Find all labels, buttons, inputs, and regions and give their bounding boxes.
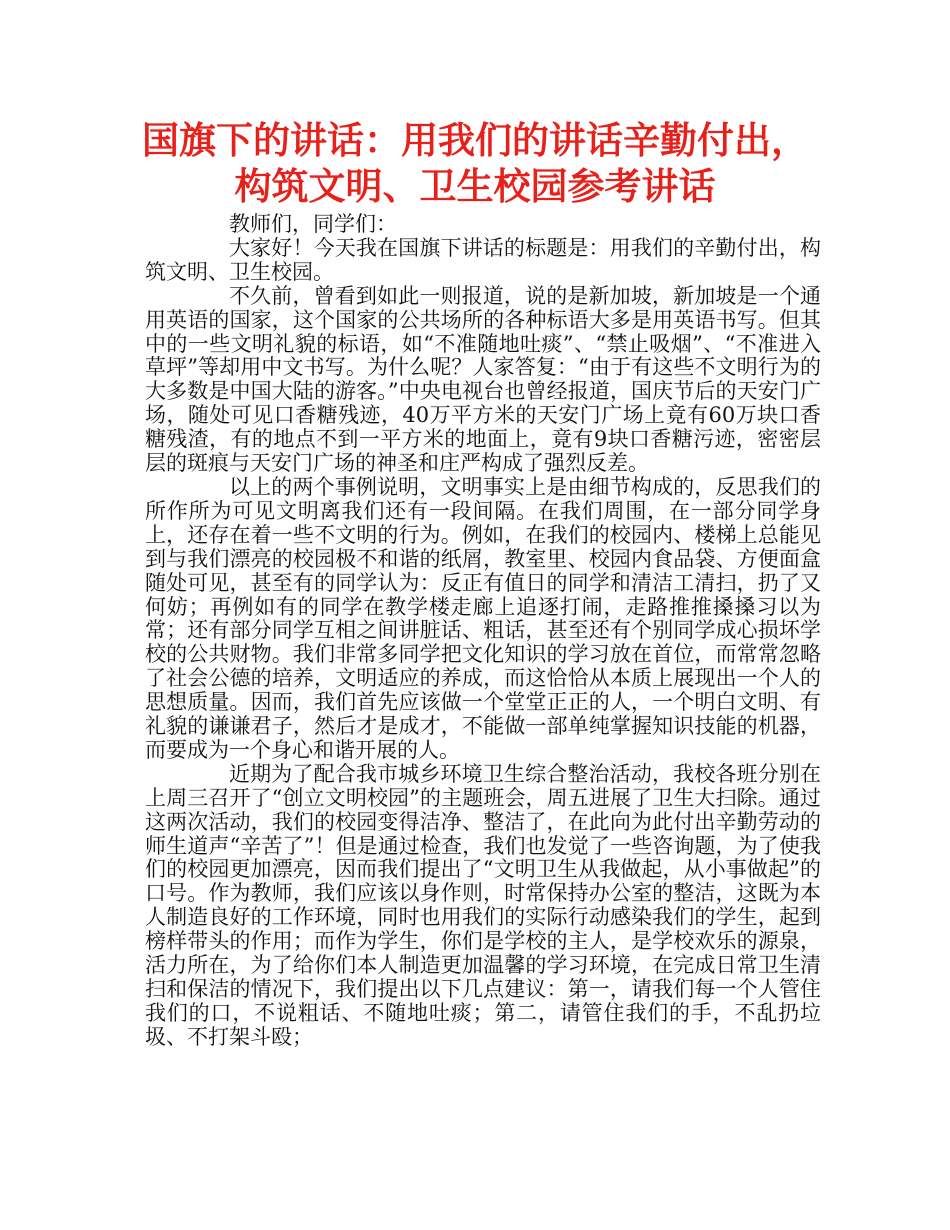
paragraph-singapore-report: 不久前，曾看到如此一则报道，说的是新加坡，新加坡是一个通用英语的国家，这个国家的公共场所的各种标语大多是用英语书写。但其中的一些文明礼貌的标语，如“不准随地吐痰”、“禁止吸烟”、“不准进入草坪”等却用中文书写。为什么呢？人家答复：“由于有这些不文明行为的大多数是中国大陆的游客。”中央电视台也曾经报道，国庆节后的天安门广场，随处可见口香糖残迹，40万平方米的天安门广场上竟有60万块口香糖残渣，有的地点不到一平方米的地面上，竟有9块口香糖污迹，密密层层的斑痕与天安门广场的神圣和庄严构成了强烈反差。 xyxy=(145,283,821,476)
title-line-1: 国旗下的讲话：用我们的讲话辛勤付出， xyxy=(142,119,808,162)
greeting: 教师们，同学们： xyxy=(229,212,397,236)
paragraph-opening: 大家好！今天我在国旗下讲话的标题是：用我们的辛勤付出，构筑文明、卫生校园。 xyxy=(145,235,821,284)
speech-body xyxy=(145,213,821,1050)
paragraph-civility-details: 以上的两个事例说明，文明事实上是由细节构成的，反思我们的所作所为可见文明离我们还有一段间隔。在我们周围，在一部分同学身上，还存在着一些不文明的行为。例如，在我们的校园内、楼梯上总能见到与我们漂亮的校园极不和谐的纸屑，教室里、校园内食品袋、方便面盒随处可见，甚至有的同学认为：反正有值日的同学和清洁工清扫，扔了又何妨；再例如有的同学在教学楼走廊上追逐打闹，走路推推搡搡习以为常；还有部分同学互相之间讲脏话、粗话，甚至还有个别同学成心损坏学校的公共财物。我们非常多同学把文化知识的学习放在首位，而常常忽略了社会公德的培养，文明适应的养成，而这恰恰从本质上展现出一个人的思想质量。因而，我们首先应该做一个堂堂正正的人，一个明白文明、有礼貌的谦谦君子，然后才是成才，不能做一部单纯掌握知识技能的机器，而要成为一个身心和谐开展的人。 xyxy=(145,474,821,762)
page-title xyxy=(120,118,830,210)
title-line-2: 构筑文明、卫生校园参考讲话 xyxy=(234,165,716,208)
paragraph-campus-cleanup: 近期为了配合我市城乡环境卫生综合整治活动，我校各班分别在上周三召开了“创立文明校园”的主题班会，周五进展了卫生大扫除。通过这两次活动，我们的校园变得洁净、整洁了，在此向为此付出辛勤劳动的师生道声“辛苦了”！但是通过检查，我们也发觉了一些咨询题，为了使我们的校园更加漂亮，因而我们提出了“文明卫生从我做起，从小事做起”的口号。作为教师，我们应该以身作则，时常保持办公室的整洁，这既为本人制造良好的工作环境，同时也用我们的实际行动感染我们的学生，起到榜样带头的作用；而作为学生，你们是学校的主人，是学校欢乐的源泉，活力所在，为了给你们本人制造更加温馨的学习环境，在完成日常卫生清扫和保洁的情况下，我们提出以下几点建议：第一，请我们每一个人管住我们的口，不说粗话、不随地吐痰；第二，请管住我们的手，不乱扔垃圾、不打架斗殴； xyxy=(145,761,821,1049)
